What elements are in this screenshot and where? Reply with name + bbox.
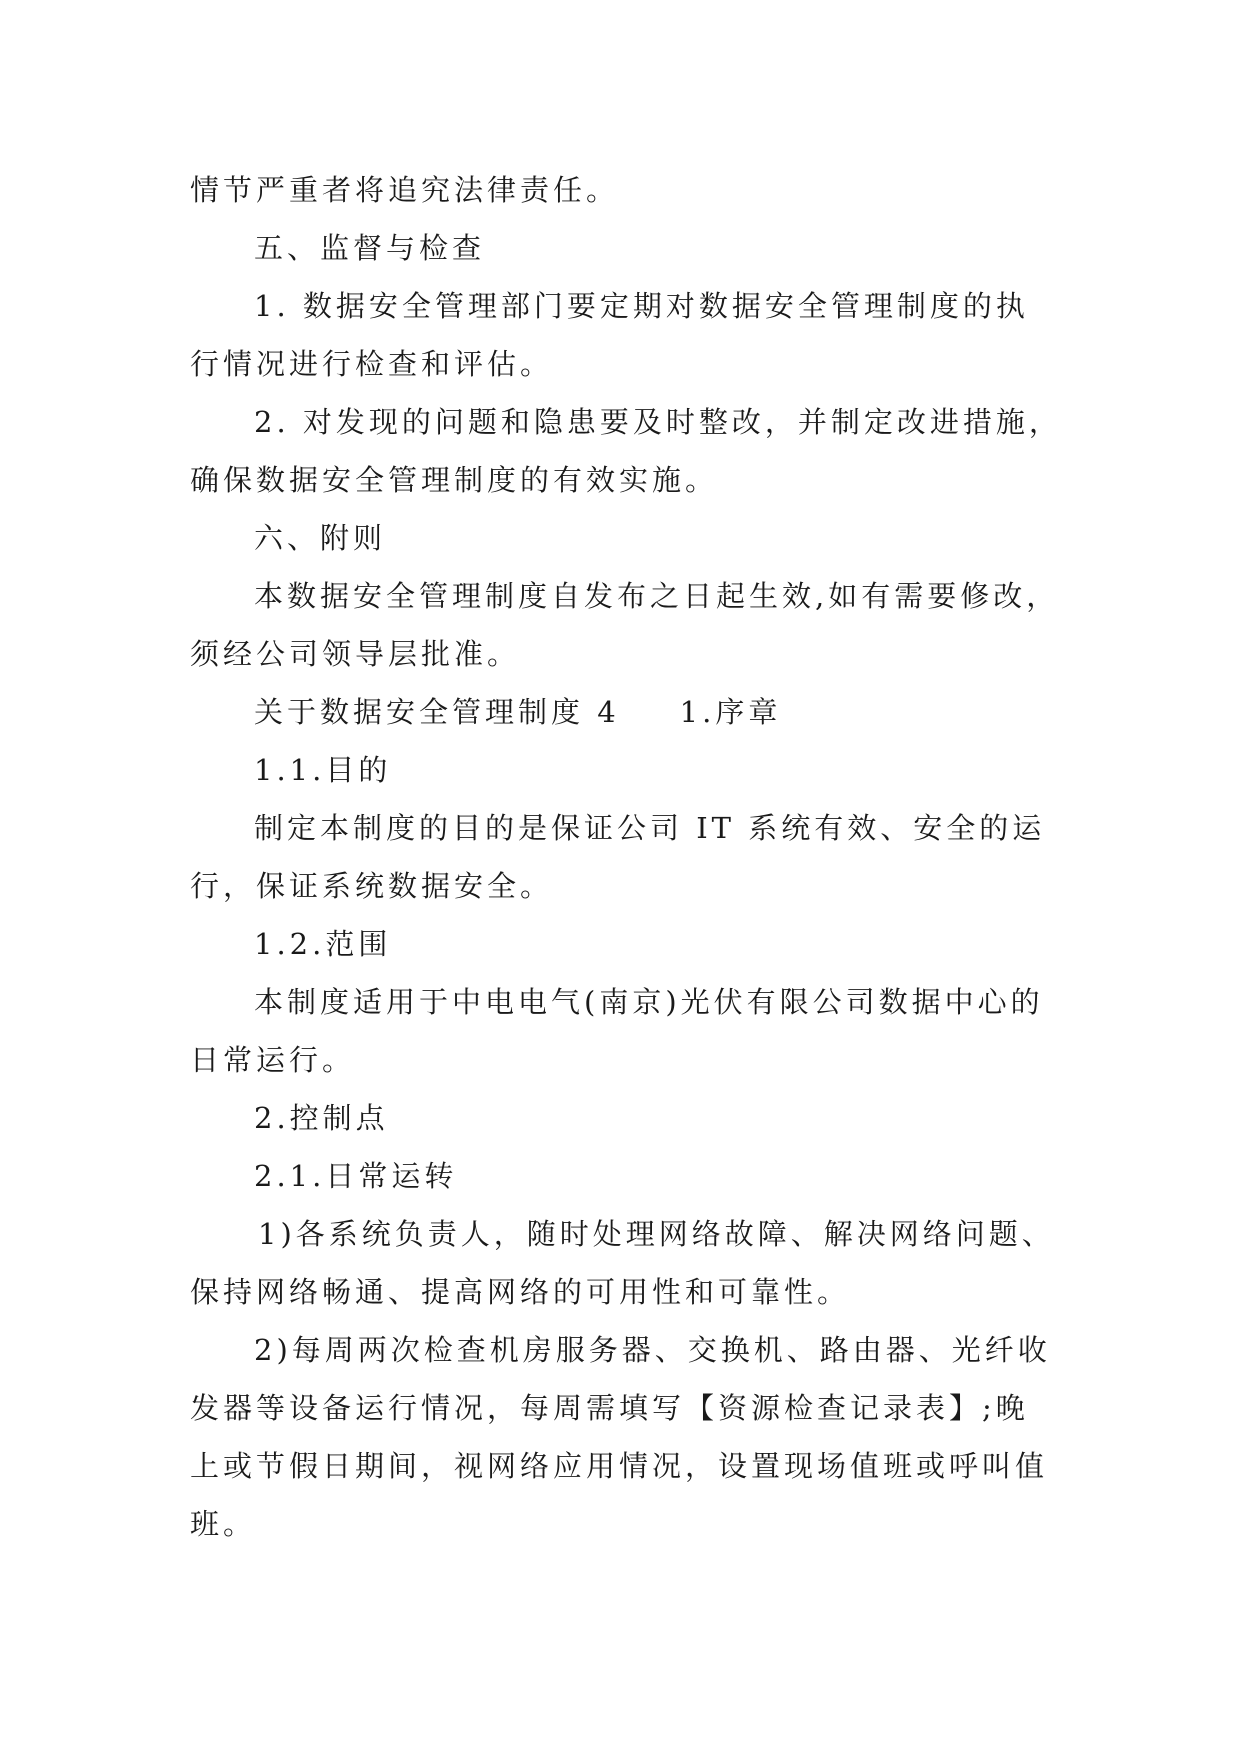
document-title-line xyxy=(190,683,1070,741)
section-heading-control-points: 2.控制点 xyxy=(254,1101,389,1135)
paragraph-line: 日常运行。 xyxy=(190,1043,356,1077)
paragraph-line: 情节严重者将追究法律责任。 xyxy=(190,173,620,207)
list-item-line: 2)每周两次检查机房服务器、交换机、路由器、光纤收 xyxy=(254,1333,1051,1367)
paragraph-line: 本数据安全管理制度自发布之日起生效,如有需要修改， xyxy=(254,579,1060,613)
paragraph-line: 行，保证系统数据安全。 xyxy=(190,869,554,903)
list-item-line: 发器等设备运行情况，每周需填写【资源检查记录表】;晚 xyxy=(190,1391,1029,1425)
document-title: 关于数据安全管理制度 4 xyxy=(254,695,620,729)
list-item-line: 1)各系统负责人，随时处理网络故障、解决网络问题、 xyxy=(258,1217,1055,1251)
subsection-heading-scope: 1.2.范围 xyxy=(254,927,392,961)
section-heading-appendix: 六、附则 xyxy=(254,521,387,555)
paragraph-line: 制定本制度的目的是保证公司 IT 系统有效、安全的运 xyxy=(254,811,1046,845)
document-body xyxy=(190,161,1070,1553)
paragraph-line: 2. 对发现的问题和隐患要及时整改，并制定改进措施， xyxy=(254,405,1062,439)
list-item-line: 上或节假日期间，视网络应用情况，设置现场值班或呼叫值 xyxy=(190,1449,1049,1483)
list-item-line: 班。 xyxy=(190,1507,257,1541)
paragraph-line: 本制度适用于中电电气(南京)光伏有限公司数据中心的 xyxy=(254,985,1044,1019)
paragraph-line: 确保数据安全管理制度的有效实施。 xyxy=(190,463,719,497)
paragraph-line: 1. 数据安全管理部门要定期对数据安全管理制度的执 xyxy=(254,289,1029,323)
section-heading-preface: 1.序章 xyxy=(679,695,782,729)
paragraph-line: 行情况进行检查和评估。 xyxy=(190,347,554,381)
section-heading-supervision: 五、监督与检查 xyxy=(254,231,486,265)
list-item-line: 保持网络畅通、提高网络的可用性和可靠性。 xyxy=(190,1275,851,1309)
subsection-heading-purpose: 1.1.目的 xyxy=(254,753,392,787)
subsection-heading-daily-operation: 2.1.日常运转 xyxy=(254,1159,458,1193)
paragraph-line: 须经公司领导层批准。 xyxy=(190,637,521,671)
